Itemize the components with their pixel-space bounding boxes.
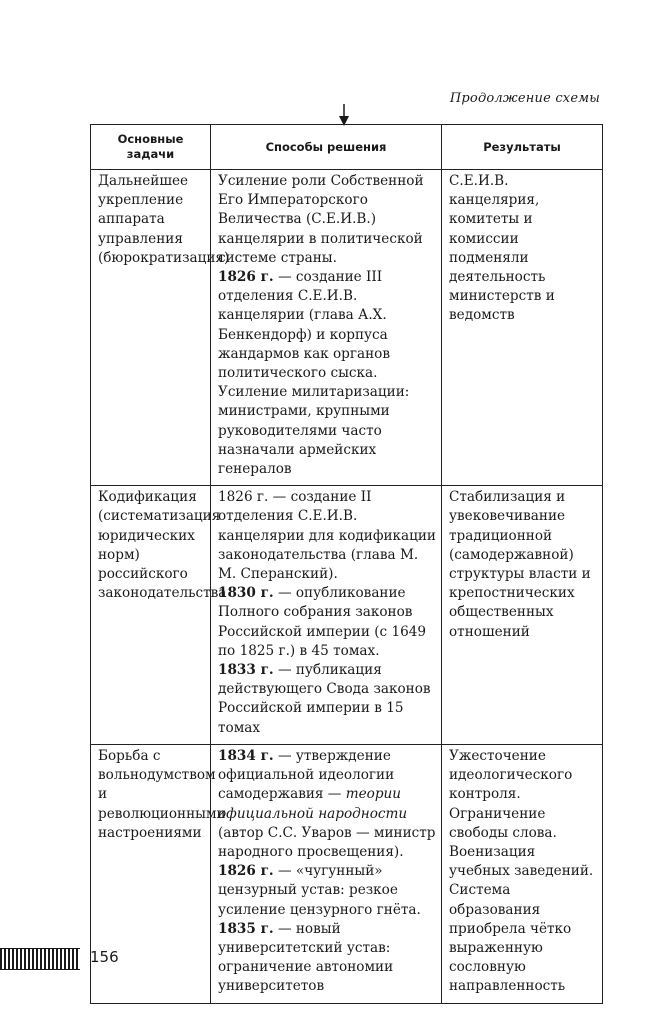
- method-item: [218, 584, 437, 661]
- page-number: 156: [90, 948, 119, 966]
- method-item: [218, 488, 437, 584]
- task-cell: Дальнейшее укрепление аппарата управления (бюрократизация): [91, 170, 211, 486]
- results-cell: [442, 744, 603, 1003]
- header-tasks: Основные задачи: [91, 125, 211, 170]
- page-barcode-decoration: [0, 948, 80, 970]
- header-results: Результаты: [442, 125, 603, 170]
- method-item: [218, 862, 437, 920]
- method-year: 1833 г.: [218, 662, 274, 679]
- method-text: — опубликование Полного собрания законов Российской империи (с 1649 по 1825 г.) в 45 томах.: [218, 585, 427, 659]
- method-text: — новый университетский устав: ограничение автономии университетов: [218, 920, 394, 995]
- task-cell: Кодификация (систематизация юридических норм) российского законодательства: [91, 486, 211, 745]
- method-item: [218, 920, 437, 997]
- method-item: [218, 172, 437, 268]
- result-item: Военизация учебных заведений.: [449, 843, 594, 880]
- table-row: [91, 170, 603, 486]
- methods-cell: [211, 486, 442, 745]
- result-item: Ужесточение идеологического контроля.: [449, 747, 573, 803]
- method-text: Усиление роли Собственной Его Императорского Величества (С.Е.И.В.) канцелярии в политической системе страны.: [218, 173, 424, 266]
- table-row: [91, 744, 603, 1003]
- method-text: Усиление милитаризации: министрами, крупными руководителями часто назначали армейских генералов: [218, 384, 410, 478]
- method-italic-term: теории официальной народности: [218, 786, 408, 822]
- result-item: Система образования приобрела чётко выраженную сословную направленность: [449, 882, 572, 995]
- method-text: (автор С.С. Уваров — министр народного просвещения).: [218, 824, 436, 860]
- method-text: — публикация действующего Свода законов Российской империи в 15 томах: [218, 662, 431, 736]
- results-cell: [442, 170, 603, 486]
- result-item: Ограничение свободы слова.: [449, 805, 557, 841]
- method-text: — утверждение официальной идеологии самодержавия —: [218, 747, 395, 803]
- method-year: 1830 г.: [218, 585, 274, 602]
- method-year: 1834 г.: [218, 747, 274, 764]
- method-year: 1826 г.: [218, 863, 274, 880]
- results-cell: [442, 486, 603, 745]
- result-item: С.Е.И.В. канцелярия, комитеты и комиссии подменяли деятельность министерств и ведомств: [449, 173, 555, 324]
- methods-cell: [211, 744, 442, 1003]
- method-text: 1826 г. — создание II отделения С.Е.И.В. канцелярии для кодификации законодательства (глава М. М. Сперанский).: [218, 489, 436, 583]
- method-item: [218, 661, 437, 738]
- result-item: Стабилизация и увековечивание традиционной (самодержавной) структуры власти и крепостнических общественных отношений: [449, 489, 591, 640]
- method-item: [218, 268, 437, 383]
- method-year: 1826 г.: [218, 269, 274, 286]
- method-year: 1835 г.: [218, 920, 274, 937]
- task-cell: Борьба с вольнодумством и революционными настроениями: [91, 744, 211, 1003]
- table-row: [91, 486, 603, 745]
- methods-cell: [211, 170, 442, 486]
- method-text: — создание III отделения С.Е.И.В. канцелярии (глава А.Х. Бенкендорф) и корпуса жандармов как органов политического сыска.: [218, 269, 391, 382]
- scheme-table: [90, 124, 603, 1004]
- method-text: — «чугунный» цензурный устав: резкое усиление цензурного гнёта.: [218, 863, 421, 918]
- method-item: [218, 747, 437, 862]
- arrow-down-icon: [337, 104, 351, 126]
- header-methods: Способы решения: [211, 125, 442, 170]
- method-item: [218, 383, 437, 479]
- table-header-row: [91, 125, 603, 170]
- scheme-continuation-caption: Продолжение схемы: [449, 91, 600, 106]
